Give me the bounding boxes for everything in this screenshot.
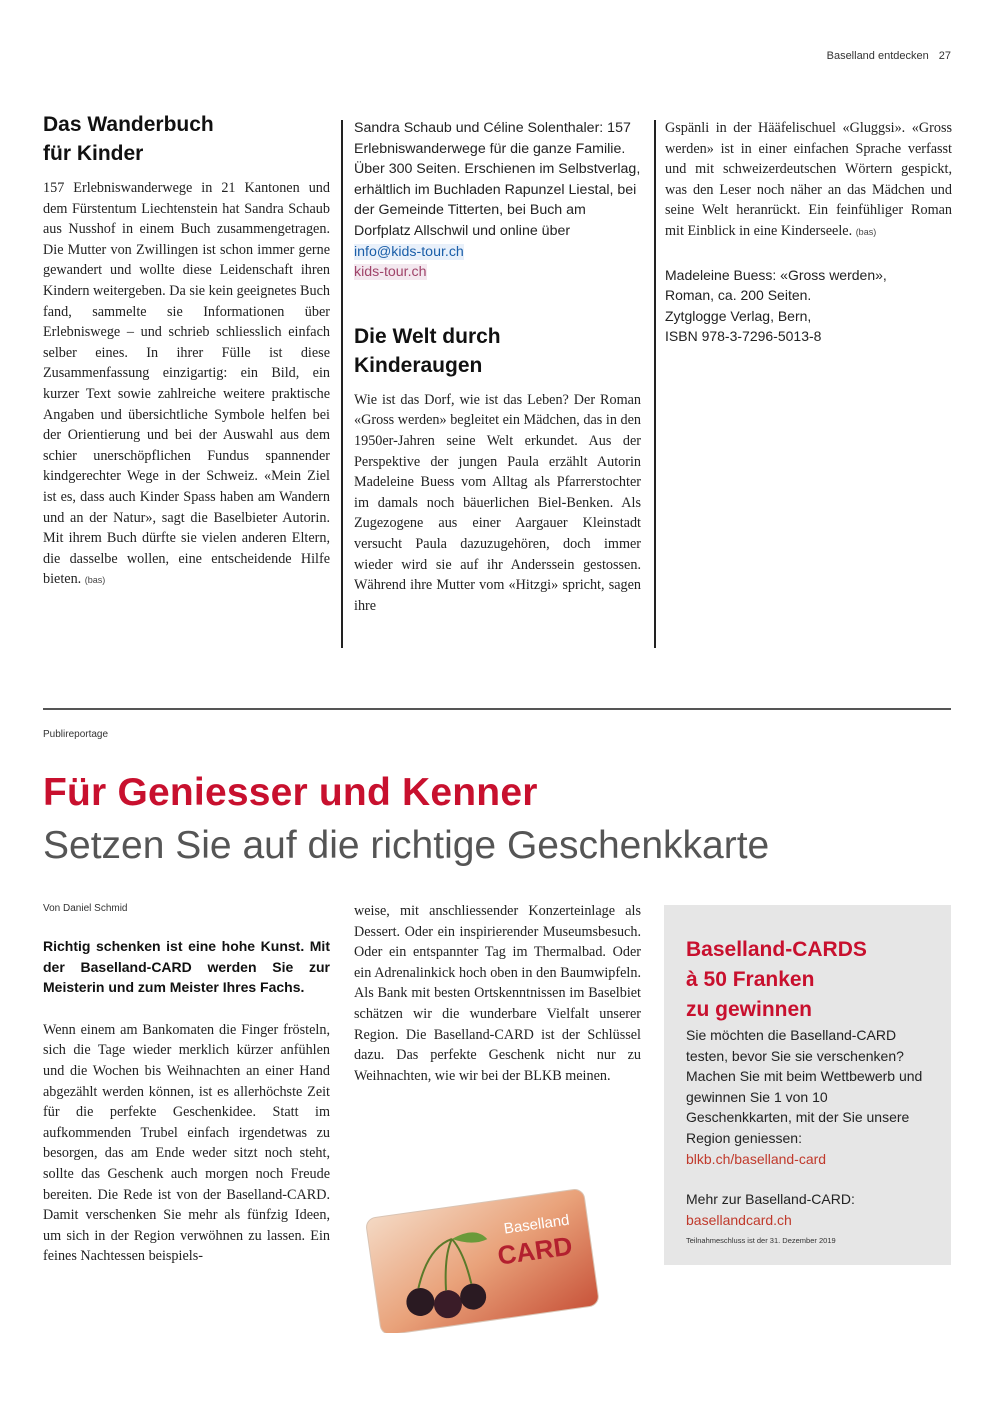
title-line: für Kinder xyxy=(43,142,144,165)
publireportage-headline: Für Geniesser und Kenner xyxy=(43,771,538,814)
byline: Von Daniel Schmid xyxy=(43,903,128,914)
card-illustration xyxy=(360,1185,605,1333)
article-body: Wie ist das Dorf, wie ist das Leben? Der Roman «Gross werden» begleitet ein Mädchen, das in den 1950er-Jahren seine Welt erkundet. Aus der Perspektive der jungen Paula erzählt Autorin Madeleine Buess vom Alltag als Pfarrerstochter im damals noch bäuerlichen Biel-Benken. Als Zugezogene aus einer Aargauer Kleinstadt versucht Paula dazuzugehören, doch immer wieder wird sie auf ihr Anderssein gestossen. Während ihre Mutter vom «Hitzgi» spricht, sagen ihre xyxy=(354,391,641,614)
title-line: Die Welt durch xyxy=(354,324,501,348)
body-text: 157 Erlebniswanderwege in 21 Kantonen und dem Fürstentum Liechtenstein hat Sandra Schaub aus Nusshof in einem Buch zusammengetragen. Die Mutter von Zwillingen ist schon immer gerne gewandert und wollte diese Leidenschaft ihren Kindern weitergeben. Da sie kein geeignetes Buch fand, sammelte sie Informationen über Erlebniswege – und schrieb schliesslich einfach selber eines. In ihrer Fülle ist diese Zusammenfassung einzigartig: ein Bild, ein kurzer Text sowie zahlreiche weitere praktische Angaben und übersichtliche Symbole helfen bei der Orientierung und bei der Auswahl aus dem schier unerschöpflichen Fundus spannender kindgerechter Wege in der Schweiz. «Mein Ziel ist es, dass auch Kinder Spass haben am Wandern und an der Natur», sagt die Baselbieter Autorin. Mit ihrem Buch dürfte sie vielen anderen Eltern, die dasselbe wollen, eine entscheidende Hilfe bieten. xyxy=(43,180,330,588)
contest-description: Sie möchten die Baselland-CARD testen, bevor Sie sie verschenken? Machen Sie mit beim Wettbewerb und gewinnen Sie 1 von 10 Geschenkkarten, mit der Sie unsere Region geniessen: xyxy=(686,1027,923,1146)
lead-paragraph: Richtig schenken ist eine hohe Kunst. Mit der Baselland-CARD werden Sie zur Meisterin und zum Meister Ihres Fachs. xyxy=(43,938,330,996)
book-info xyxy=(354,118,641,283)
title-line: Das Wanderbuch xyxy=(43,113,214,136)
author-tag: (bas) xyxy=(84,575,106,586)
contest-link[interactable]: blkb.ch/baselland-card xyxy=(686,1150,827,1167)
basellandcard-link[interactable]: basellandcard.ch xyxy=(686,1211,792,1228)
website-link[interactable]: kids-tour.ch xyxy=(354,264,427,281)
publireportage-column-1 xyxy=(43,903,330,1267)
contest-text xyxy=(686,1025,931,1169)
title-line: Baselland-CARDS xyxy=(686,938,867,961)
page-number: 27 xyxy=(938,50,951,62)
baselland-card-image xyxy=(360,1185,605,1333)
title-line: zu gewinnen xyxy=(686,998,812,1021)
title-line: Kinderaugen xyxy=(354,353,483,377)
contest-title xyxy=(686,935,931,1025)
article-body xyxy=(665,118,952,243)
article-title xyxy=(43,110,330,168)
contest-box xyxy=(664,905,951,1265)
article-body: Wenn einem am Bankomaten die Finger frösteln, sich die Tage wieder merklich kürzer anfühlen und die Wochen bis Weihnachten an einer Hand abgezählt werden können, ist es allerhöchste Zeit für die perfekte Geschenkidee. Statt im aufkommenden Trubel einfach irgendetwas zu besorgen, das am Ende weder sitzt noch steht, sollte das Geschenk auch morgen noch Freude bereiten. Die Rede ist von der Baselland-CARD. Damit verschenken Sie mehr als fünfzig Ideen, um sich in der Region verwöhnen zu lassen. Ein feines Nachtessen beispiels- xyxy=(43,1021,330,1265)
info-line: ISBN 978-3-7296-5013-8 xyxy=(665,328,822,345)
info-line: Roman, ca. 200 Seiten. xyxy=(665,287,812,304)
author-tag: (bas) xyxy=(855,226,877,237)
book-info-text: Sandra Schaub und Céline Solenthaler: 157 Erlebniswanderwege für die ganze Familie. Über 300 Seiten. Erschienen im Selbstverlag, erhältlich im Buchladen Rapunzel Liestal, bei der Gemeinde Titterten, bei Buch am Dorfplatz Allschwil und online über xyxy=(354,120,641,239)
section-divider xyxy=(43,708,951,710)
publireportage-label: Publireportage xyxy=(43,729,109,740)
article-wanderbuch xyxy=(43,110,330,591)
article-title xyxy=(354,322,641,380)
info-line: Madeleine Buess: «Gross werden», xyxy=(665,266,887,283)
title-line: à 50 Franken xyxy=(686,968,815,991)
section-name: Baselland entdecken xyxy=(826,50,929,62)
more-info-label: Mehr zur Baselland-CARD: xyxy=(686,1191,855,1208)
column-right xyxy=(665,118,952,347)
book-info xyxy=(665,265,952,347)
fineprint: Teilnahmeschluss ist der 31. Dezember 2019 xyxy=(686,1236,836,1246)
email-link[interactable]: info@kids-tour.ch xyxy=(354,243,464,260)
publireportage-column-2 xyxy=(354,901,641,1086)
page-header xyxy=(827,50,951,62)
article-body: weise, mit anschliessender Konzerteinlage als Dessert. Oder ein inspirierender Museumsbesuch. Oder ein entspannter Tag im Thermalbad. Oder ein Adrenalinkick hoch oben in den Baumwipfeln. Als Bank mit besten Ortskenntnissen im Baselbiet schätzen wir die wunderbare Vielfalt unserer Region. Die Baselland-CARD ist der Schlüssel dazu. Das perfekte Geschenk nicht nur zu Weihnachten, wie wir bei der BLKB meinen. xyxy=(354,903,641,1084)
body-text: Gspänli in der Hääfelischuel «Gluggsi». «Gross werden» ist in einer einfachen Sprache verfasst und mit schweizerdeutschen Wörtern gespickt, was den Leser noch näher an das Mädchen und seine Welt heranrückt. Ein feinfühliger Roman mit Einblick in eine Kinderseele. xyxy=(665,120,952,239)
article-body xyxy=(43,178,330,591)
publireportage-subheadline: Setzen Sie auf die richtige Geschenkkarte xyxy=(43,824,770,867)
column-divider xyxy=(654,120,656,648)
column-divider xyxy=(341,120,343,648)
column-middle xyxy=(354,118,641,616)
card-label-line1: Baselland xyxy=(502,1211,571,1238)
more-info xyxy=(686,1189,931,1230)
info-line: Zytglogge Verlag, Bern, xyxy=(665,307,812,324)
card-label-line2: CARD xyxy=(495,1230,575,1271)
